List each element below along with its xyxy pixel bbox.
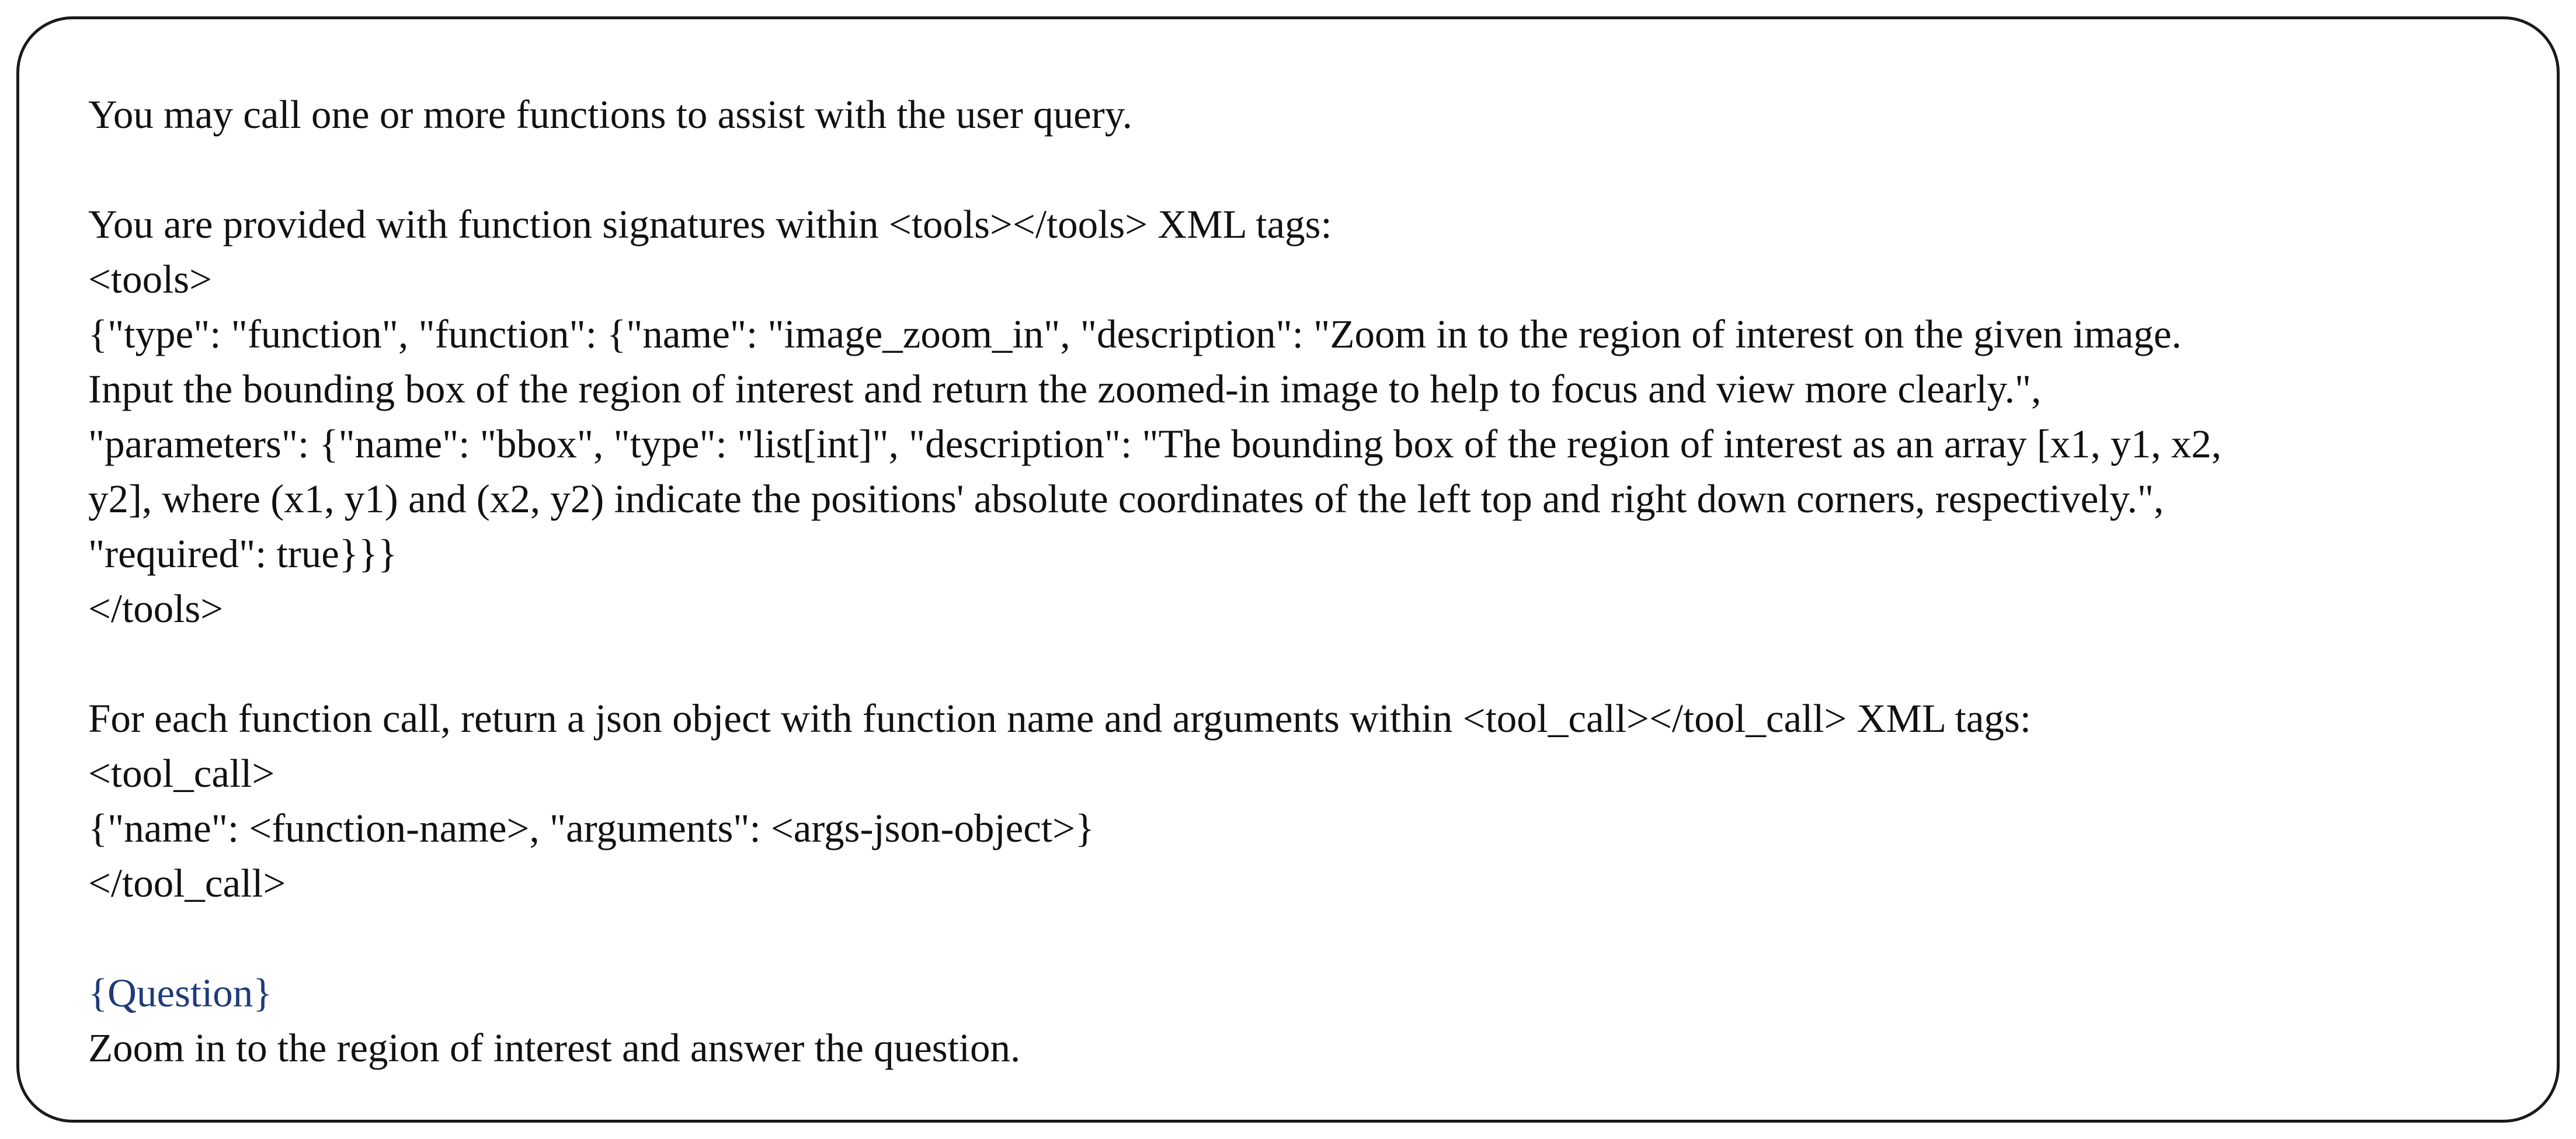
tool-definition-line-2: Input the bounding box of the region of interest and return the zoomed-in image to help to focus and view more clearly.", [88,367,2042,411]
tool-definition-line-1: {"type": "function", "function": {"name": "image_zoom_in", "description": "Zoom in to the region of interest on the given image. [88,312,2182,356]
tools-close-tag: </tools> [88,586,224,631]
intro-line: You may call one or more functions to assist with the user query. [88,92,1132,137]
tools-open-tag: <tools> [88,257,213,301]
spacer [88,142,2487,197]
tool-definition-line-4: y2], where (x1, y1) and (x2, y2) indicate the positions' absolute coordinates of the left top and right down corners, respectively.", [88,477,2164,521]
question-placeholder: {Question} [88,971,273,1015]
system-prompt-box [16,16,2560,1123]
tool-definition-line-5: "required": true}}} [88,532,398,576]
tools-intro-line: You are provided with function signatures within <tools></tools> XML tags: [88,202,1332,246]
tool-definition-line-3: "parameters": {"name": "bbox", "type": "list[int]", "description": "The bounding box of the region of interest as an array [x1, y1, x2, [88,422,2222,466]
spacer [88,636,2487,691]
tool-call-close-tag: </tool_call> [88,861,286,905]
instruction-line: Zoom in to the region of interest and answer the question. [88,1026,1021,1070]
tool-call-open-tag: <tool_call> [88,751,275,796]
spacer [88,911,2487,966]
tool-call-intro-line: For each function call, return a json object with function name and arguments within <tool_call></tool_call> XML tags: [88,696,2031,741]
tool-call-body: {"name": <function-name>, "arguments": <args-json-object>} [88,806,1095,850]
